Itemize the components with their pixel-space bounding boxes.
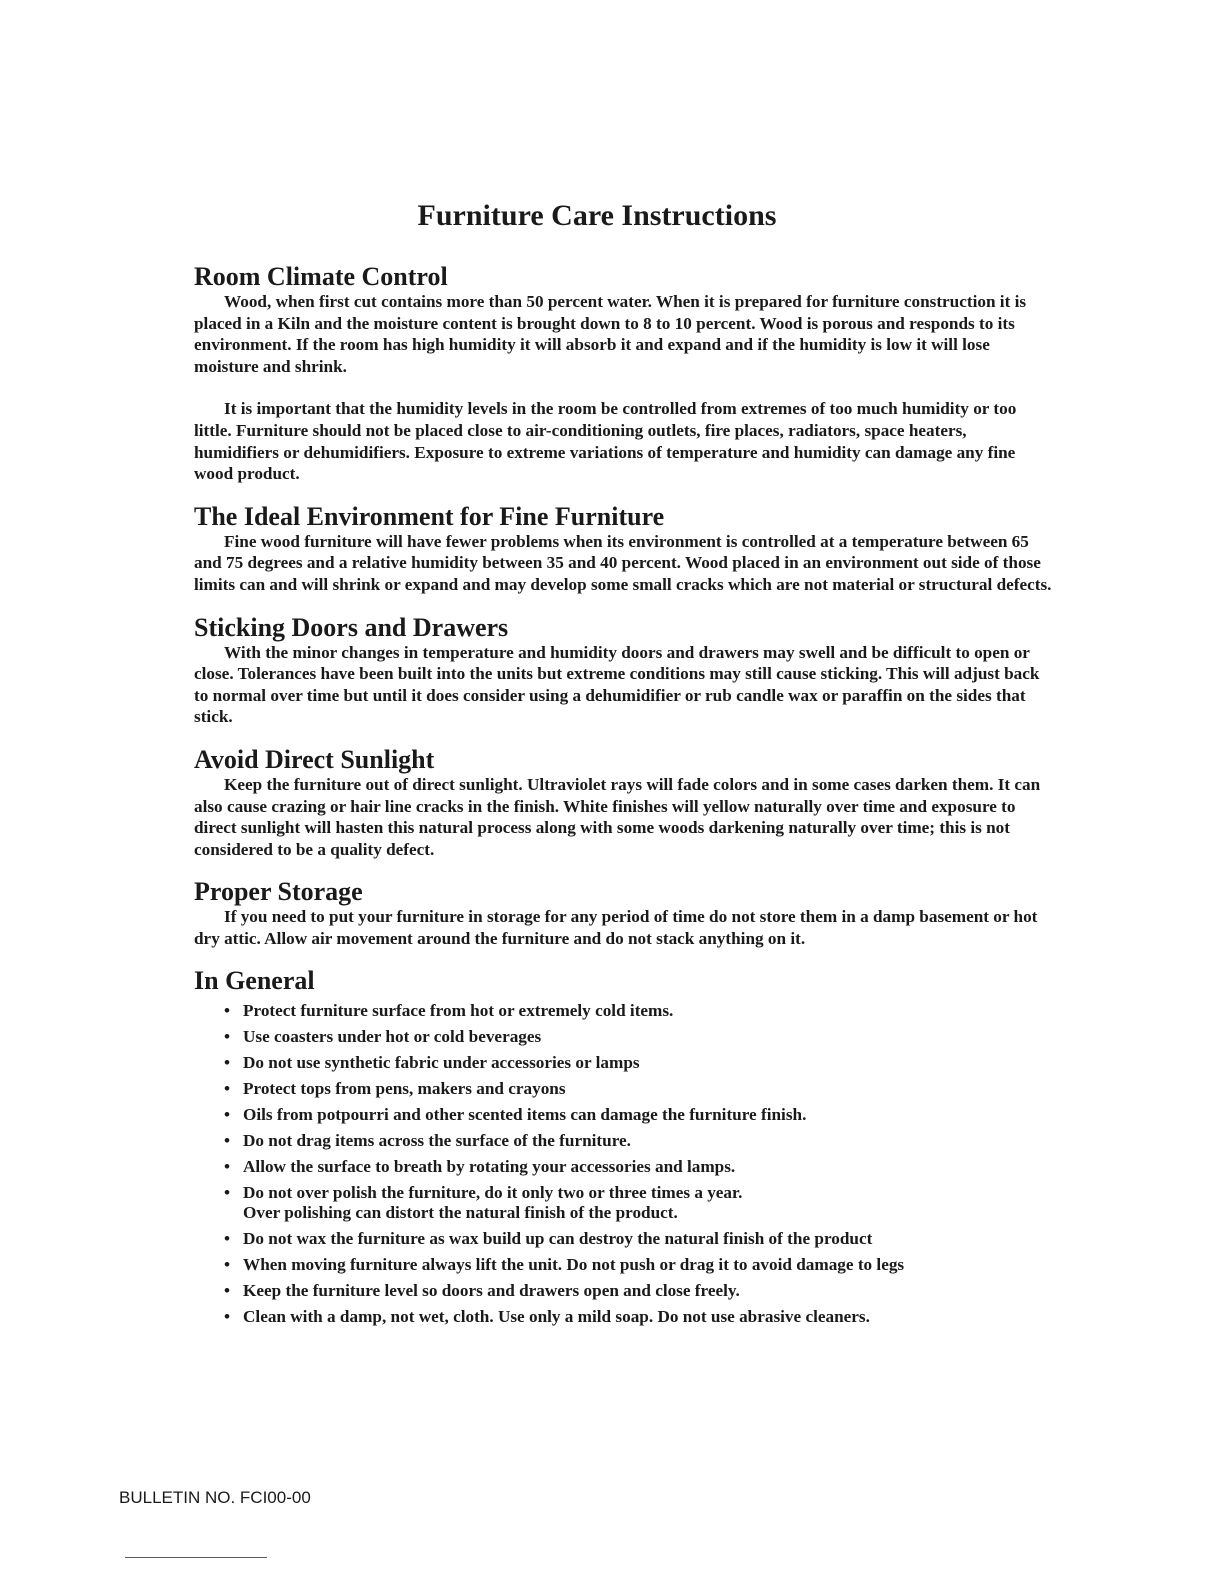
list-item	[224, 1131, 1054, 1151]
list-item-text: Use coasters under hot or cold beverages	[243, 1027, 542, 1047]
section-ideal-environment	[194, 502, 1054, 596]
list-item	[224, 1027, 1054, 1047]
bullet-icon: •	[224, 1157, 231, 1177]
section-proper-storage	[194, 877, 1054, 949]
section-paragraph: Wood, when first cut contains more than 50 percent water. When it is prepared for furniture construction it is placed in a Kiln and the moisture content is brought down to 8 to 10 percent. Wood is porous and responds to its environment. If the room has high humidity it will absorb it and expand and if the humidity is low it will lose moisture and shrink.	[194, 292, 1027, 376]
list-item-text: Do not use synthetic fabric under accessories or lamps	[243, 1053, 640, 1073]
list-item-text: Allow the surface to breath by rotating your accessories and lamps.	[243, 1157, 736, 1177]
bullet-icon: •	[224, 1280, 231, 1300]
bullet-icon: •	[224, 1131, 231, 1151]
list-item-text: When moving furniture always lift the unit. Do not push or drag it to avoid damage to legs	[243, 1254, 905, 1274]
general-care-list	[194, 1001, 1054, 1326]
bullet-icon: •	[224, 1001, 231, 1021]
bullet-icon: •	[224, 1053, 231, 1073]
section-room-climate-control	[194, 262, 1054, 485]
section-avoid-sunlight	[194, 745, 1054, 860]
list-item-text: Do not wax the furniture as wax build up can destroy the natural finish of the product	[243, 1228, 873, 1248]
bulletin-number: BULLETIN NO. FCI00-00	[119, 1488, 311, 1507]
list-item-text: Protect tops from pens, makers and crayons	[243, 1079, 566, 1099]
bullet-icon: •	[224, 1306, 231, 1326]
list-item	[224, 1255, 1054, 1275]
list-item	[224, 1229, 1054, 1249]
section-heading: Proper Storage	[194, 877, 363, 907]
list-item	[224, 1183, 1054, 1222]
section-paragraph: It is important that the humidity levels in the room be controlled from extremes of too much humidity or too little. Furniture should not be placed close to air-conditioning outlets, fire places, radiators, space heaters, humidifiers or dehumidifiers. Exposure to extreme variations of temperature and humidity can damage any fine wood product.	[194, 399, 1017, 484]
list-item	[224, 1001, 1054, 1021]
section-paragraph: Fine wood furniture will have fewer problems when its environment is controlled at a temperature between 65 and 75 degrees and a relative humidity between 35 and 40 percent. Wood placed in an environment out side of those limits can and will shrink or expand and may develop some small cracks which are not material or structural defects.	[194, 531, 1052, 594]
list-item-text: Protect furniture surface from hot or extremely cold items.	[243, 1001, 674, 1021]
section-heading: The Ideal Environment for Fine Furniture	[194, 501, 665, 531]
list-item	[224, 1307, 1054, 1327]
list-item-text: Clean with a damp, not wet, cloth. Use only a mild soap. Do not use abrasive cleaners.	[243, 1306, 870, 1326]
section-heading: Room Climate Control	[194, 262, 448, 291]
bullet-icon: •	[224, 1254, 231, 1274]
list-item	[224, 1053, 1054, 1073]
section-in-general	[194, 966, 1054, 1326]
list-item	[224, 1157, 1054, 1177]
section-paragraph: With the minor changes in temperature and humidity doors and drawers may swell and be difficult to open or close. Tolerances have been built into the units but extreme conditions may still cause sticking. This will adjust back to normal over time but until it does consider using a dehumidifier or rub candle wax or paraffin on the sides that stick.	[194, 642, 1040, 727]
bullet-icon: •	[224, 1183, 231, 1203]
bullet-icon: •	[224, 1228, 231, 1248]
list-item	[224, 1281, 1054, 1301]
list-item	[224, 1105, 1054, 1125]
list-item	[224, 1079, 1054, 1099]
section-paragraph: If you need to put your furniture in storage for any period of time do not store them in a damp basement or hot dry attic. Allow air movement around the furniture and do not stack anything on it.	[194, 907, 1038, 948]
list-item-text: Do not over polish the furniture, do it only two or three times a year.	[243, 1183, 743, 1203]
section-heading: Avoid Direct Sunlight	[194, 744, 435, 774]
list-item-continuation: Over polishing can distort the natural finish of the product.	[243, 1202, 678, 1222]
list-item-text: Oils from potpourri and other scented items can damage the furniture finish.	[243, 1105, 807, 1125]
list-item-text: Do not drag items across the surface of the furniture.	[243, 1131, 631, 1151]
footer-divider	[125, 1557, 267, 1558]
list-item-text: Keep the furniture level so doors and drawers open and close freely.	[243, 1280, 740, 1300]
section-sticking-doors	[194, 613, 1054, 728]
bullet-icon: •	[224, 1105, 231, 1125]
bullet-icon: •	[224, 1079, 231, 1099]
document-body	[194, 262, 1054, 1343]
section-heading: In General	[194, 966, 315, 996]
page-title: Furniture Care Instructions	[417, 199, 777, 232]
section-paragraph: Keep the furniture out of direct sunlight. Ultraviolet rays will fade colors and in some cases darken them. It can also cause crazing or hair line cracks in the finish. White finishes will yellow naturally over time and exposure to direct sunlight will hasten this natural process along with some woods darkening naturally over time; this is not considered to be a quality defect.	[194, 774, 1041, 859]
bullet-icon: •	[224, 1027, 231, 1047]
section-heading: Sticking Doors and Drawers	[194, 612, 509, 642]
